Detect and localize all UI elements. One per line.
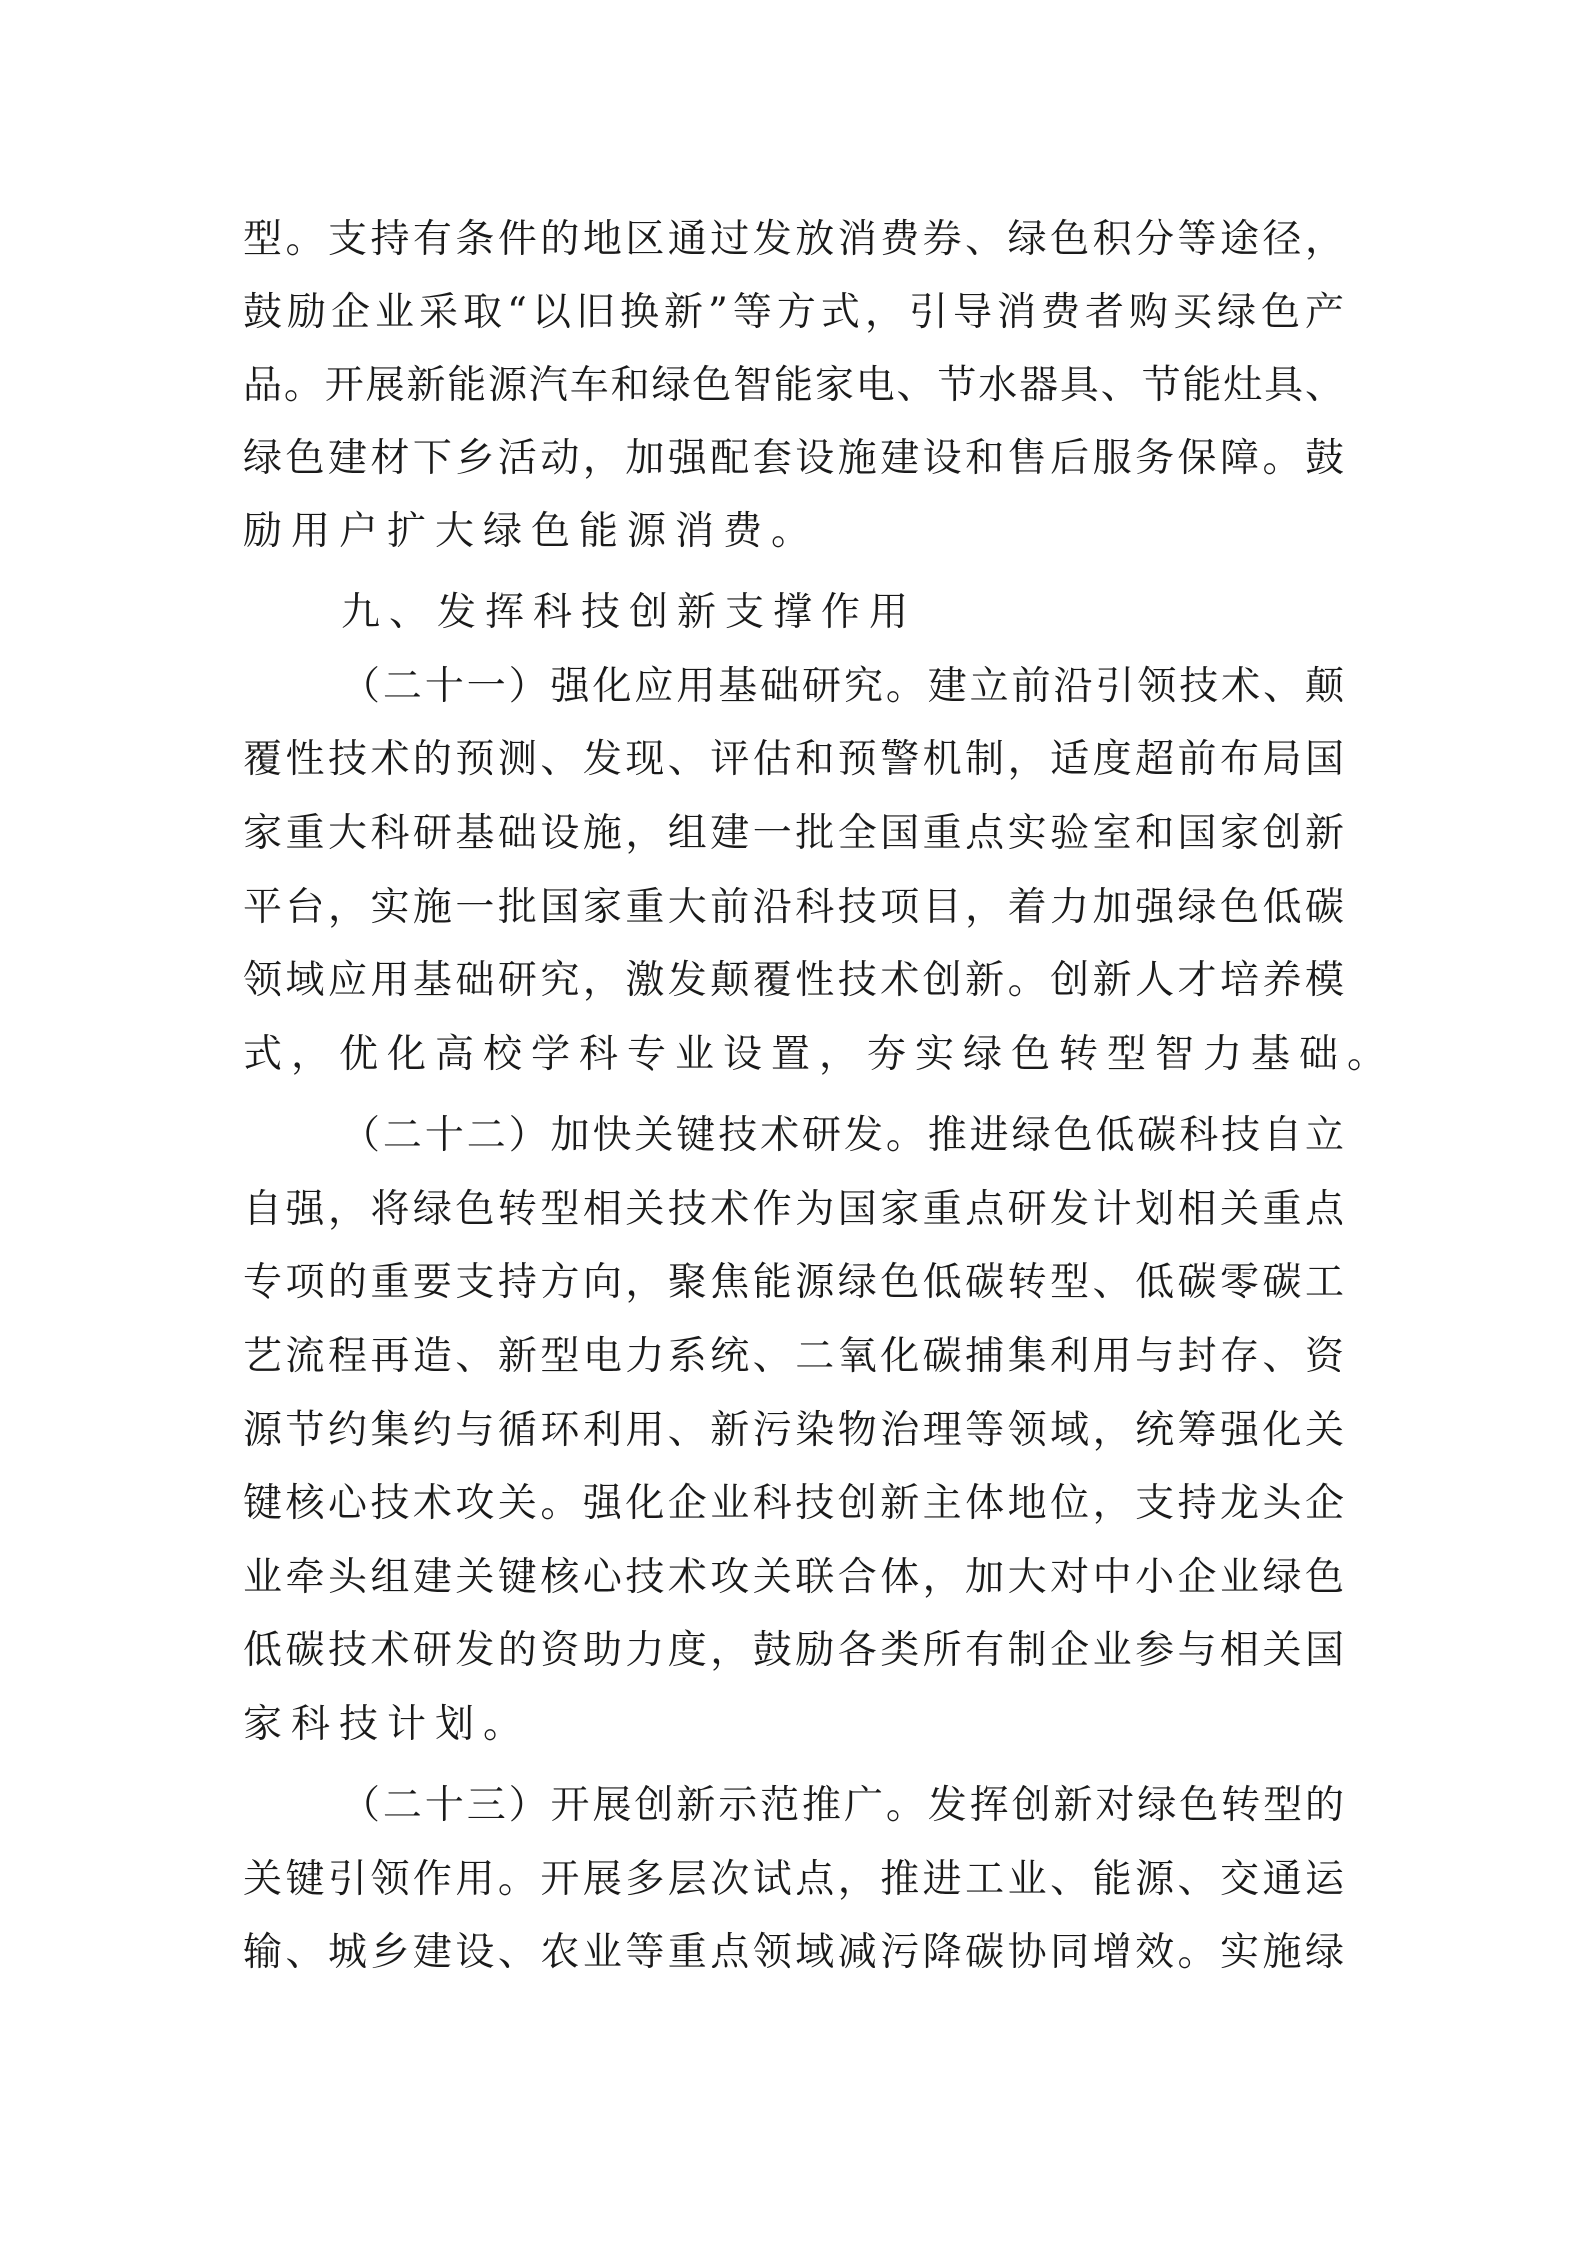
text-line: 领域应用基础研究，激发颠覆性技术创新。创新人才培养模 xyxy=(243,958,1344,1003)
paragraph-first-line: （二十三）开展创新示范推广。发挥创新对绿色转型的 xyxy=(341,1783,1344,1828)
text-line: 覆性技术的预测、发现、评估和预警机制，适度超前布局国 xyxy=(243,737,1344,782)
text-line: 艺流程再造、新型电力系统、二氧化碳捕集利用与封存、资 xyxy=(243,1334,1344,1379)
text-line: 绿色建材下乡活动，加强配套设施建设和售后服务保障。鼓 xyxy=(243,436,1344,481)
text-line: 低碳技术研发的资助力度，鼓励各类所有制企业参与相关国 xyxy=(243,1628,1344,1673)
text-line: 关键引领作用。开展多层次试点，推进工业、能源、交通运 xyxy=(243,1857,1344,1902)
section-heading: 九、发挥科技创新支撑作用 xyxy=(341,590,918,635)
text-line: 家重大科研基础设施，组建一批全国重点实验室和国家创新 xyxy=(243,811,1344,856)
paragraph-first-line: （二十一）强化应用基础研究。建立前沿引领技术、颠 xyxy=(341,664,1344,709)
paragraph-last-line: 家科技计划。 xyxy=(243,1702,532,1747)
text-line: 品。开展新能源汽车和绿色智能家电、节水器具、节能灶具、 xyxy=(243,363,1344,408)
paragraph-first-line: （二十二）加快关键技术研发。推进绿色低碳科技自立 xyxy=(341,1113,1344,1158)
text-line: 专项的重要支持方向，聚焦能源绿色低碳转型、低碳零碳工 xyxy=(243,1260,1344,1305)
text-line: 鼓励企业采取“以旧换新”等方式，引导消费者购买绿色产 xyxy=(243,290,1344,335)
text-line: 业牵头组建关键核心技术攻关联合体，加大对中小企业绿色 xyxy=(243,1555,1344,1600)
text-line: 平台，实施一批国家重大前沿科技项目，着力加强绿色低碳 xyxy=(243,885,1344,930)
paragraph-last-line: 励用户扩大绿色能源消费。 xyxy=(243,509,820,554)
text-line: 输、城乡建设、农业等重点领域减污降碳协同增效。实施绿 xyxy=(243,1930,1344,1975)
text-line: 源节约集约与循环利用、新污染物治理等领域，统筹强化关 xyxy=(243,1408,1344,1453)
text-line: 键核心技术攻关。强化企业科技创新主体地位，支持龙头企 xyxy=(243,1481,1344,1526)
paragraph-last-line: 式，优化高校学科专业设置，夯实绿色转型智力基础。 xyxy=(243,1032,1396,1077)
text-line: 自强，将绿色转型相关技术作为国家重点研发计划相关重点 xyxy=(243,1187,1344,1232)
text-line: 型。支持有条件的地区通过发放消费券、绿色积分等途径， xyxy=(243,217,1344,262)
